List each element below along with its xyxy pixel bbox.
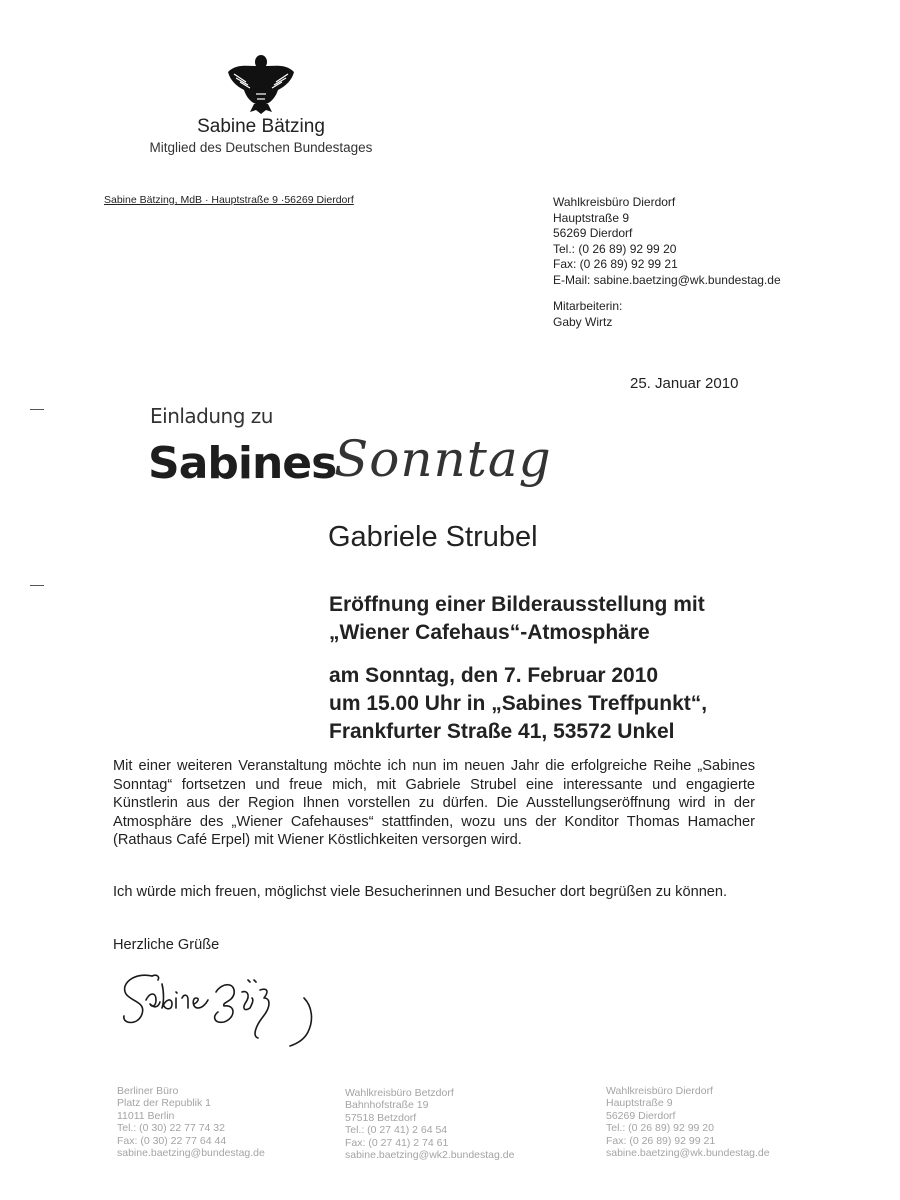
event-date-line: am Sonntag, den 7. Februar 2010 bbox=[329, 664, 659, 687]
event-address-line: Frankfurter Straße 41, 53572 Unkel bbox=[329, 720, 675, 743]
sender-subtitle: Mitglied des Deutschen Bundestages bbox=[149, 140, 373, 155]
footer-office-dierdorf bbox=[606, 1085, 770, 1159]
invite-line: Einladung zu bbox=[150, 404, 273, 428]
body-paragraph: Ich würde mich freuen, möglichst viele Besucherinnen und Besucher dort begrüßen zu können. bbox=[113, 884, 728, 900]
event-time-venue-line: um 15.00 Uhr in „Sabines Treffpunkt“, bbox=[329, 692, 708, 715]
event-title-line: „Wiener Cafehaus“-Atmosphäre bbox=[329, 621, 650, 644]
footer-line: sabine.baetzing@wk.bundestag.de bbox=[606, 1147, 770, 1160]
footer-office-berlin bbox=[117, 1085, 265, 1159]
footer-line: Tel.: (0 27 41) 2 64 54 bbox=[345, 1124, 448, 1137]
footer-line: sabine.baetzing@bundestag.de bbox=[117, 1147, 265, 1160]
office-address-block bbox=[553, 195, 781, 288]
sender-name: Sabine Bätzing bbox=[197, 116, 325, 137]
footer-line: sabine.baetzing@wk2.bundestag.de bbox=[345, 1149, 515, 1162]
staff-name: Gaby Wirtz bbox=[553, 314, 613, 329]
footer-line: Bahnhofstraße 19 bbox=[345, 1099, 429, 1112]
footer-line: 11011 Berlin bbox=[117, 1109, 175, 1122]
footer-line: 56269 Dierdorf bbox=[606, 1109, 676, 1122]
footer-line: Hauptstraße 9 bbox=[606, 1097, 673, 1110]
staff-block bbox=[553, 299, 622, 330]
office-city: 56269 Dierdorf bbox=[553, 226, 633, 240]
closing-salutation: Herzliche Grüße bbox=[113, 937, 220, 953]
office-fax: Fax: (0 26 89) 92 99 21 bbox=[553, 257, 678, 271]
office-street: Hauptstraße 9 bbox=[553, 210, 630, 225]
footer-line: 57518 Betzdorf bbox=[345, 1111, 417, 1124]
footer-line: Fax: (0 30) 22 77 64 44 bbox=[117, 1134, 227, 1147]
staff-label: Mitarbeiterin: bbox=[553, 299, 623, 313]
title-bold: Sabines bbox=[148, 438, 337, 489]
office-name: Wahlkreisbüro Dierdorf bbox=[553, 195, 676, 209]
footer-line: Fax: (0 27 41) 2 74 61 bbox=[345, 1136, 449, 1149]
fold-mark bbox=[30, 409, 44, 410]
footer-line: Platz der Republik 1 bbox=[117, 1097, 211, 1110]
footer-office-betzdorf bbox=[345, 1087, 514, 1161]
office-phone: Tel.: (0 26 89) 92 99 20 bbox=[553, 241, 677, 256]
fold-mark bbox=[30, 585, 44, 586]
artist-name: Gabriele Strubel bbox=[328, 521, 538, 553]
footer-line: Wahlkreisbüro Betzdorf bbox=[345, 1087, 454, 1099]
footer-line: Fax: (0 26 89) 92 99 21 bbox=[606, 1134, 716, 1147]
footer-line: Tel.: (0 26 89) 92 99 20 bbox=[606, 1122, 714, 1135]
title-script: Sonntag bbox=[334, 430, 552, 488]
return-address: Sabine Bätzing, MdB · Hauptstraße 9 ·56269 Dierdorf bbox=[104, 194, 354, 206]
bundestag-eagle-icon bbox=[226, 52, 296, 114]
event-title-line: Eröffnung einer Bilderausstellung mit bbox=[329, 593, 705, 616]
footer-line: Tel.: (0 30) 22 77 74 32 bbox=[117, 1122, 225, 1135]
office-email: E-Mail: sabine.baetzing@wk.bundestag.de bbox=[553, 272, 781, 287]
body-paragraph: Mit einer weiteren Veranstaltung möchte ich nun im neuen Jahr die erfolgreiche Reihe „Sabines Sonntag“ fortsetzen und freue mich, mit Gabriele Strubel eine interessante und engagierte Künstlerin aus der Region Ihnen vorstellen zu dürfen. Die Ausstellungseröffnung wird in der Atmosphäre des „Wiener Cafehauses“ stattfinden, wozu uns der Konditor Thomas Hamacher (Rathaus Café Erpel) mit Wiener Köstlichkeiten versorgen wird. bbox=[113, 758, 755, 849]
footer-line: Berliner Büro bbox=[117, 1085, 179, 1097]
footer-line: Wahlkreisbüro Dierdorf bbox=[606, 1085, 713, 1097]
letter-date: 25. Januar 2010 bbox=[630, 375, 739, 392]
handwritten-signature bbox=[112, 962, 362, 1052]
